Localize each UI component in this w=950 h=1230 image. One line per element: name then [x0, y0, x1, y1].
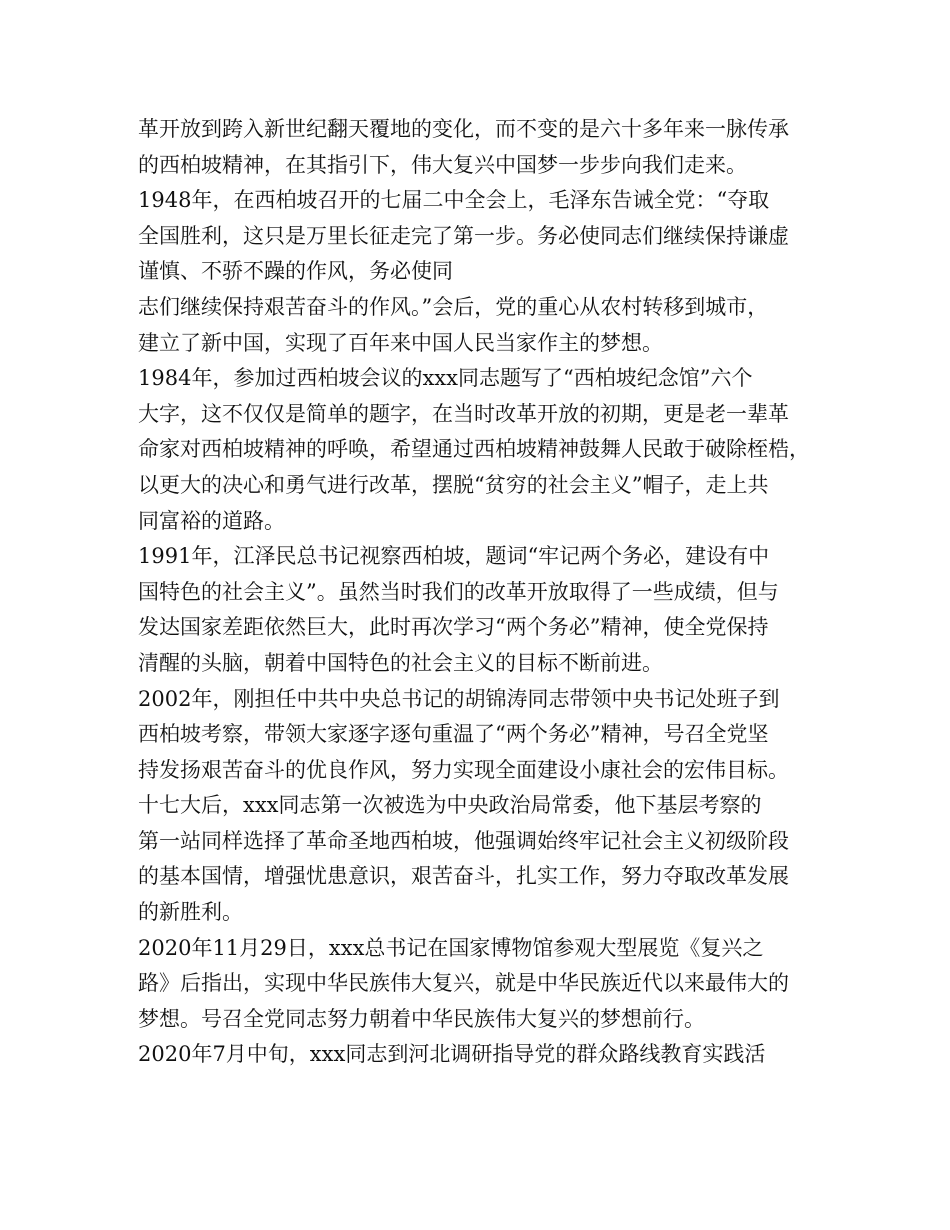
- text-line: 第一站同样选择了革命圣地西柏坡，他强调始终牢记社会主义初级阶段: [138, 828, 789, 853]
- text-line: 同富裕的道路。: [138, 508, 285, 533]
- text-line: 全国胜利，这只是万里长征走完了第一步。务必使同志们继续保持谦虚: [138, 223, 789, 248]
- text-line: 的新胜利。: [138, 900, 243, 925]
- text-line: 的基本国情，增强忧患意识，艰苦奋斗，扎实工作，努力夺取改革发展: [138, 864, 789, 889]
- text-line: 2020年7月中旬，xxx同志到河北调研指导党的群众路线教育实践活: [138, 1042, 766, 1067]
- text-line: 的西柏坡精神，在其指引下，伟大复兴中国梦一步步向我们走来。: [138, 152, 747, 177]
- text-line: 梦想。号召全党同志努力朝着中华民族伟大复兴的梦想前行。: [138, 1006, 705, 1031]
- text-line: 1984年，参加过西柏坡会议的xxx同志题写了“西柏坡纪念馆”六个: [138, 366, 753, 391]
- text-line: 革开放到跨入新世纪翻天覆地的变化，而不变的是六十多年来一脉传承: [138, 117, 789, 141]
- text-line: 西柏坡考察，带领大家逐字逐句重温了“两个务必”精神，号召全党坚: [138, 722, 769, 747]
- text-line: 谨慎、不骄不躁的作风，务必使同: [138, 259, 453, 284]
- text-line: 1991年，江泽民总书记视察西柏坡，题词“牢记两个务必，建设有中: [138, 544, 770, 569]
- text-line: 清醒的头脑，朝着中国特色的社会主义的目标不断前进。: [138, 650, 663, 675]
- text-line: 十七大后，xxx同志第一次被选为中央政治局常委，他下基层考察的: [138, 793, 762, 818]
- text-line: 1948年，在西柏坡召开的七届二中全会上，毛泽东告诫全党：“夺取: [138, 188, 770, 213]
- text-line: 持发扬艰苦奋斗的优良作风，努力实现全面建设小康社会的宏伟目标。: [138, 757, 789, 782]
- text-line: 命家对西柏坡精神的呼唤，希望通过西柏坡精神鼓舞人民敢于破除桎梏，: [138, 437, 810, 462]
- body-text: [138, 112, 828, 1073]
- text-line: 2020年11月29日，xxx总书记在国家博物馆参观大型展览《复兴之: [138, 935, 764, 960]
- text-line: 大字，这不仅仅是简单的题字，在当时改革开放的初期，更是老一辈革: [138, 401, 789, 426]
- text-line: 建立了新中国，实现了百年来中国人民当家作主的梦想。: [138, 330, 663, 355]
- text-line: 以更大的决心和勇气进行改革，摆脱“贫穷的社会主义”帽子，走上共: [138, 472, 769, 497]
- text-line: 2002年，刚担任中共中央总书记的胡锦涛同志带领中央书记处班子到: [138, 686, 780, 711]
- text-line: 发达国家差距依然巨大，此时再次学习“两个务必”精神，使全党保持: [138, 615, 769, 640]
- text-line: 路》后指出，实现中华民族伟大复兴，就是中华民族近代以来最伟大的: [138, 971, 789, 996]
- text-line: 国特色的社会主义”。虽然当时我们的改革开放取得了一些成绩，但与: [138, 579, 779, 604]
- text-line: 志们继续保持艰苦奋斗的作风。”会后，党的重心从农村转移到城市，: [138, 294, 769, 319]
